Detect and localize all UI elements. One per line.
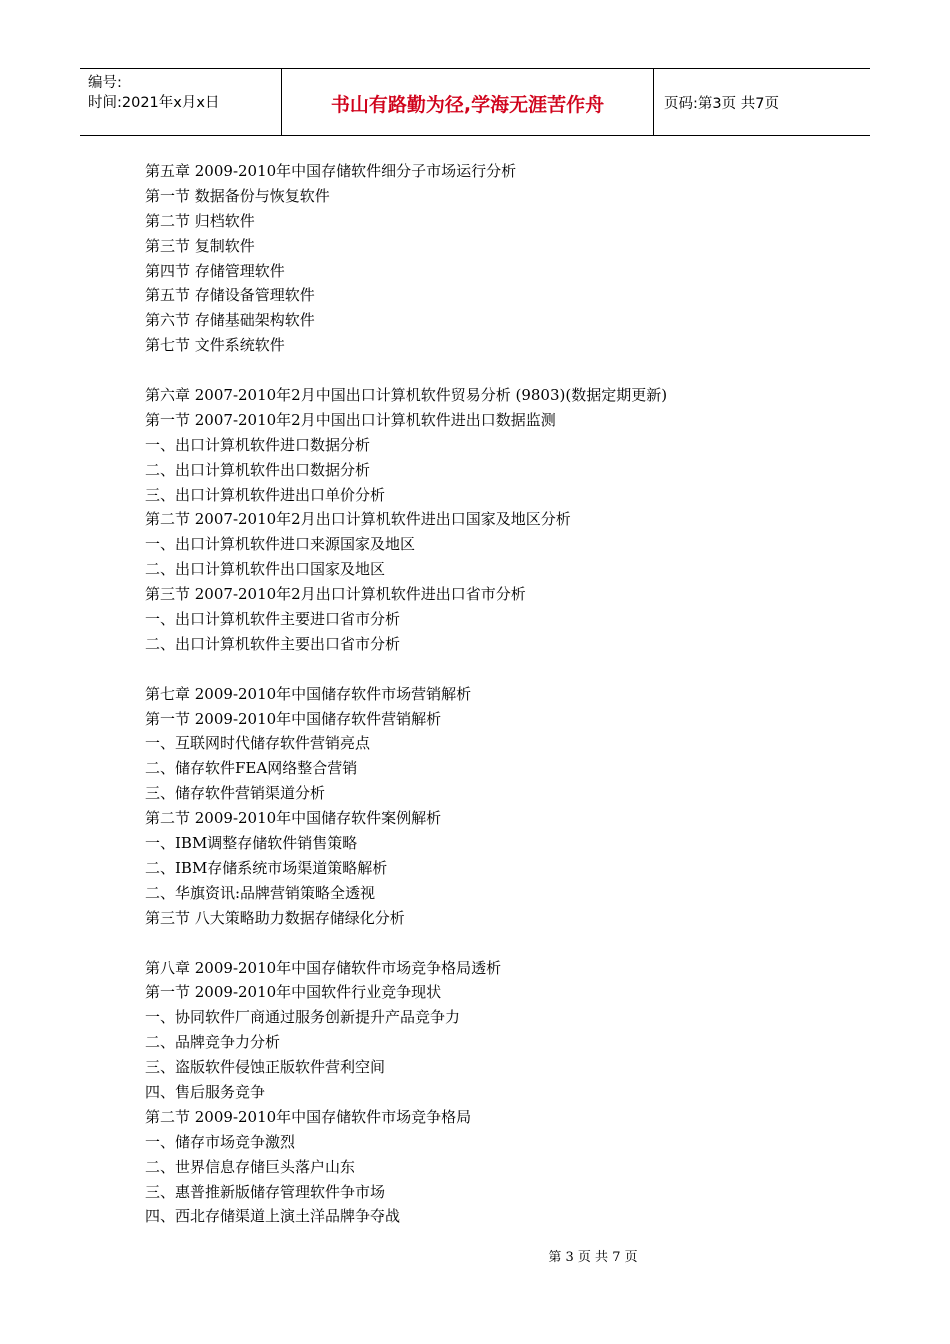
toc-line: 第六章 2007-2010年2月中国出口计算机软件贸易分析 (9803)(数据定期更新) [145,386,668,405]
number-label: 编号: [88,75,122,91]
toc-line: 第七节 文件系统软件 [145,336,285,355]
toc-line: 一、互联网时代储存软件营销亮点 [145,734,371,753]
header-motto: 书山有路勤为径,学海无涯苦作舟 [282,69,654,135]
toc-line: 二、出口计算机软件出口数据分析 [145,460,371,479]
toc-line: 第二节 2009-2010年中国储存软件案例解析 [145,809,442,828]
toc-line: 第二节 归档软件 [145,211,255,230]
toc-line: 第一节 2007-2010年2月中国出口计算机软件进出口数据监测 [145,410,556,429]
toc-line: 三、出口计算机软件进出口单价分析 [145,485,386,504]
blank-line [145,657,845,682]
date-label: 时间:2021年x月x日 [88,95,220,111]
toc-line: 第二节 2009-2010年中国存储软件市场竞争格局 [145,1107,472,1126]
blank-line [145,931,845,956]
toc-line: 第一节 2009-2010年中国软件行业竞争现状 [145,983,442,1002]
toc-line: 三、盗版软件侵蚀正版软件营利空间 [145,1058,386,1077]
toc-line: 一、协同软件厂商通过服务创新提升产品竞争力 [145,1008,461,1027]
toc-line: 一、出口计算机软件进口数据分析 [145,435,371,454]
toc-line: 第一节 2009-2010年中国储存软件营销解析 [145,709,442,728]
toc-line: 第六节 存储基础架构软件 [145,311,315,330]
toc-line: 第八章 2009-2010年中国存储软件市场竞争格局透析 [145,958,502,977]
toc-line: 第三节 复制软件 [145,236,255,255]
toc-line: 二、出口计算机软件主要出口省市分析 [145,634,401,653]
header-page-info: 页码:第3页 共7页 [664,95,779,112]
document-body [145,159,845,1229]
toc-line: 一、出口计算机软件进口来源国家及地区 [145,535,416,554]
toc-line: 三、储存软件营销渠道分析 [145,784,326,803]
toc-line: 四、售后服务竞争 [145,1082,266,1101]
toc-line: 第四节 存储管理软件 [145,261,285,280]
page-footer: 第 3 页 共 7 页 [548,1250,638,1265]
toc-line: 二、储存软件FEA网络整合营销 [145,759,358,778]
toc-line: 四、西北存储渠道上演土洋品牌争夺战 [145,1207,401,1226]
toc-line: 二、世界信息存储巨头落户山东 [145,1157,356,1176]
toc-line: 二、华旗资讯:品牌营销策略全透视 [145,883,376,902]
toc-line: 第三节 八大策略助力数据存储绿化分析 [145,908,405,927]
blank-line [145,358,845,383]
toc-line: 第七章 2009-2010年中国储存软件市场营销解析 [145,684,472,703]
toc-line: 二、IBM存储系统市场渠道策略解析 [145,858,388,877]
toc-line: 一、储存市场竞争激烈 [145,1132,296,1151]
page-header [80,68,870,136]
toc-line: 第一节 数据备份与恢复软件 [145,186,330,205]
toc-line: 第二节 2007-2010年2月出口计算机软件进出口国家及地区分析 [145,510,571,529]
toc-line: 第五章 2009-2010年中国存储软件细分子市场运行分析 [145,162,517,180]
toc-line: 一、出口计算机软件主要进口省市分析 [145,610,401,629]
toc-line: 二、品牌竞争力分析 [145,1033,281,1052]
toc-line: 第五节 存储设备管理软件 [145,286,315,305]
toc-line: 二、出口计算机软件出口国家及地区 [145,560,386,579]
toc-line: 一、IBM调整存储软件销售策略 [145,834,358,853]
toc-line: 第三节 2007-2010年2月出口计算机软件进出口省市分析 [145,585,526,604]
header-left-cell [80,69,282,135]
toc-line: 三、惠普推新版储存管理软件争市场 [145,1182,386,1201]
